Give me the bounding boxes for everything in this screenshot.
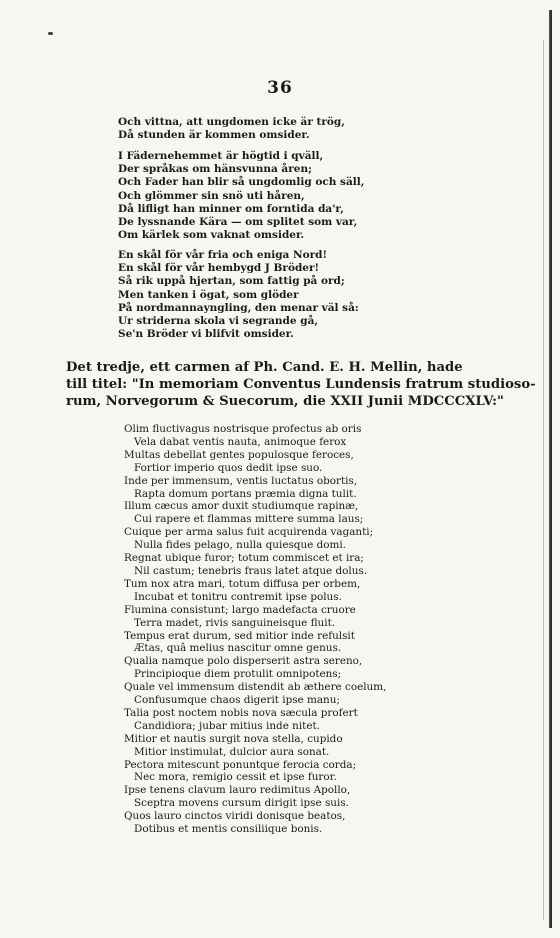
carmen-introduction <box>66 359 536 410</box>
stanza-2 <box>118 150 364 242</box>
hexameter-line: Olim fluctivagus nostrisque profectus ab oris <box>124 423 362 435</box>
page-edge-shadow <box>549 10 552 928</box>
pentameter-line: Nec mora, remigio cessit et ipse furor. <box>134 771 337 784</box>
pentameter-line: Ætas, quâ melius nascitur omne genus. <box>134 642 342 655</box>
verse-line: Och glömmer sin snö uti håren, <box>118 189 305 202</box>
pentameter-line: Vela dabat ventis nauta, animoque ferox <box>134 435 347 448</box>
pentameter-line: Dotibus et mentis consiliique bonis. <box>134 823 323 836</box>
pentameter-line: Confusumque chaos digerit ipse manu; <box>134 694 340 707</box>
latin-poem <box>124 423 386 836</box>
pentameter-line: Candidiora; jubar mitius inde nitet. <box>134 719 320 732</box>
verse-line: Se'n Bröder vi blifvit omsider. <box>118 328 294 341</box>
pentameter-line: Principioque diem protulit omnipotens; <box>134 668 342 681</box>
verse-line: Der språkas om hänsvunna åren; <box>118 163 312 176</box>
verse-line: En skål för vår hembygd J Bröder! <box>118 262 320 275</box>
verse-line: En skål för vår fria och eniga Nord! <box>118 249 328 261</box>
intro-line: rum, Norvegorum & Suecorum, die XXII Junii MDCCCXLV:" <box>66 394 504 409</box>
hexameter-line: Quale vel immensum distendit ab æthere coelum, <box>124 681 387 694</box>
stanza-1 <box>118 116 345 142</box>
verse-line: På nordmannayngling, den menar väl så: <box>118 301 359 314</box>
stanza-3 <box>118 249 359 341</box>
verse-line: I Fädernehemmet är högtid i qväll, <box>118 150 324 162</box>
page-number: 36 <box>267 78 293 98</box>
pentameter-line: Nulla fides pelago, nulla quiesque domi. <box>134 539 346 552</box>
verse-line: Då lifligt han minner om forntida da'r, <box>118 202 344 215</box>
pentameter-line: Sceptra movens cursum dirigit ipse suis. <box>134 797 349 810</box>
hexameter-line: Pectora mitescunt ponuntque ferocia corda; <box>124 758 357 771</box>
hexameter-line: Quos lauro cinctos viridi donisque beatos, <box>124 810 346 823</box>
hexameter-line: Mitior et nautis surgit nova stella, cupido <box>124 732 343 745</box>
pentameter-line: Nil castum; tenebris fraus latet atque dolus. <box>134 564 368 577</box>
hexameter-line: Multas debellat gentes populosque feroces, <box>124 448 354 461</box>
page-edge-line <box>543 40 544 920</box>
pentameter-line: Incubat et tonitru contremit ipse polus. <box>134 590 342 603</box>
pentameter-line: Terra madet, rivis sanguineisque fluit. <box>134 616 336 629</box>
pentameter-line: Rapta domum portans præmia digna tulit. <box>134 487 357 500</box>
verse-line: Ur striderna skola vi segrande gå, <box>118 315 319 328</box>
hexameter-line: Talia post noctem nobis nova sæcula profert <box>124 706 358 719</box>
hexameter-line: Ipse tenens clavum lauro redimitus Apollo, <box>124 784 351 797</box>
intro-line: Det tredje, ett carmen af Ph. Cand. E. H. Mellin, hade <box>66 360 463 375</box>
verse-line: Om kärlek som vaknat omsider. <box>118 229 305 242</box>
hexameter-line: Flumina consistunt; largo madefacta cruore <box>124 603 356 616</box>
verse-line: Och vittna, att ungdomen icke är trög, <box>118 116 345 128</box>
verse-line: Då stunden är kommen omsider. <box>118 129 310 142</box>
pentameter-line: Cui rapere et flammas mittere summa laus; <box>134 513 364 526</box>
intro-line: till titel: "In memoriam Conventus Lundensis fratrum studioso- <box>66 377 536 392</box>
verse-line: De lyssnande Kära — om splitet som var, <box>118 216 358 229</box>
pentameter-line: Mitior instimulat, dulcior aura sonat. <box>134 745 330 758</box>
hexameter-line: Illum cæcus amor duxit studiumque rapinæ, <box>124 500 359 513</box>
verse-line: Och Fader han blir så ungdomlig och säll, <box>118 176 365 189</box>
hexameter-line: Tempus erat durum, sed mitior inde refulsit <box>124 629 355 642</box>
hexameter-line: Inde per immensum, ventis luctatus obortis, <box>124 474 358 487</box>
pentameter-line: Fortior imperio quos dedit ipse suo. <box>134 461 323 474</box>
ink-speck <box>48 32 53 35</box>
hexameter-line: Regnat ubique furor; totum commiscet et ira; <box>124 552 364 565</box>
hexameter-line: Cuique per arma salus fuit acquirenda vaganti; <box>124 526 374 539</box>
hexameter-line: Tum nox atra mari, totum diffusa per orbem, <box>124 577 361 590</box>
verse-line: Så rik uppå hjertan, som fattig på ord; <box>118 275 345 288</box>
verse-line: Men tanken i ögat, som glöder <box>118 288 299 301</box>
hexameter-line: Qualia namque polo disperserit astra sereno, <box>124 655 363 668</box>
